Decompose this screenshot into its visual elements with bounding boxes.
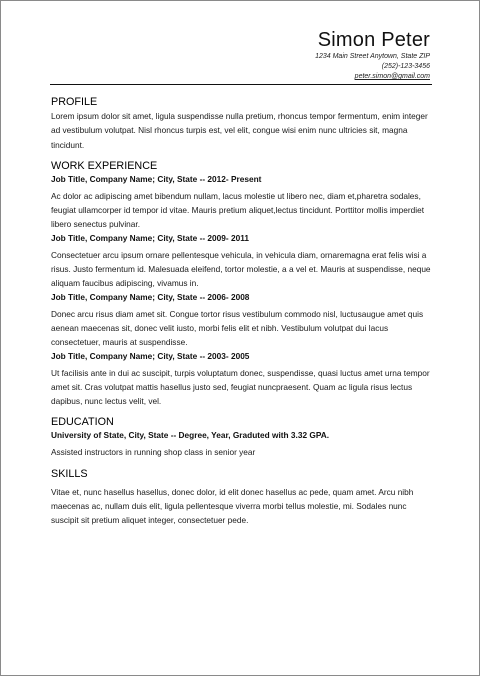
job-description: Consectetuer arcu ipsum ornare pellentesque vehicula, in vehicula diam, ornaremagna erat felis wisi a risus. Justo fermentum id. Malesuada eleifend, tortor molestie, a a vel et. Mauris at suspendisse, neque aliquam faucibus adipiscing, vivamus in. xyxy=(51,249,431,289)
resume-body xyxy=(51,95,433,528)
profile-heading: PROFILE xyxy=(51,96,98,108)
job-title: Job Title, Company Name; City, State -- 2003- 2005 xyxy=(51,350,250,361)
work-heading: WORK EXPERIENCE xyxy=(51,159,158,172)
job-description: Donec arcu risus diam amet sit. Congue tortor risus vestibulum commodo nisl, luctusaugue amet quis aenean maecenas sit, donec velit iusto, morbi felis elit et nibh. Vestibulum volutpat dui lacus consectetuer, mauris at suspendisse. xyxy=(51,308,424,348)
resume-header xyxy=(315,28,430,82)
education-heading: EDUCATION xyxy=(51,416,114,429)
profile-text: Lorem ipsum dolor sit amet, ligula suspendisse nulla pretium, rhoncus tempor fermentum, enim integer ad vestibulum volutpat. Nisl rhoncus turpis est, vel elit, congue wisi enim nunc ultricies sit, magna tincidunt. xyxy=(51,111,428,150)
education-degree: University of State, City, State -- Degree, Year, Graduted with 3.32 GPA. xyxy=(51,430,330,441)
phone: (252)-123-3456 xyxy=(381,63,430,70)
job-title: Job Title, Company Name; City, State -- 2006- 2008 xyxy=(51,291,250,302)
education-text: Assisted instructors in running shop class in senior year xyxy=(51,447,256,458)
skills-text: Vitae et, nunc hasellus hasellus, donec dolor, id elit donec hasellus ac pede, quam amet. Arcu nibh maecenas ac, nullam duis elit, ligula pellentesque viverra morbi tellus molestie, mi. Sodales nunc suscipit sit pretium aliquet integer, consectetuer pede. xyxy=(51,486,414,526)
job-title: Job Title, Company Name; City, State -- 2009- 2011 xyxy=(51,232,249,243)
skills-heading: SKILLS xyxy=(51,467,88,480)
email-link[interactable]: peter.simon@gmail.com xyxy=(354,73,430,80)
job-title: Job Title, Company Name; City, State -- 2012- Present xyxy=(51,173,262,184)
applicant-name: Simon Peter xyxy=(317,29,430,51)
job-description: Ut facilisis ante in dui ac suscipit, turpis voluptatum donec, suspendisse, quasi luctus amet urna tempor amet sit. Cras volutpat mattis hasellus justo sed, feugiat nuncpraesent. Quam ac ligula risus lectus dapibus, nunc lectus velit, vel. xyxy=(51,367,430,407)
address: 1234 Main Street Anytown, State ZIP xyxy=(315,53,430,60)
job-description: Ac dolor ac adipiscing amet bibendum nullam, lacus molestie ut libero nec, diam et,pharetra sodales, feugiat ullamcorper id tempor id vitae. Mauris pretium aliquet,lectus tincidunt. Porttitor mollis imperdiet libero senectus pulvinar. xyxy=(51,190,425,230)
header-divider xyxy=(50,84,432,85)
